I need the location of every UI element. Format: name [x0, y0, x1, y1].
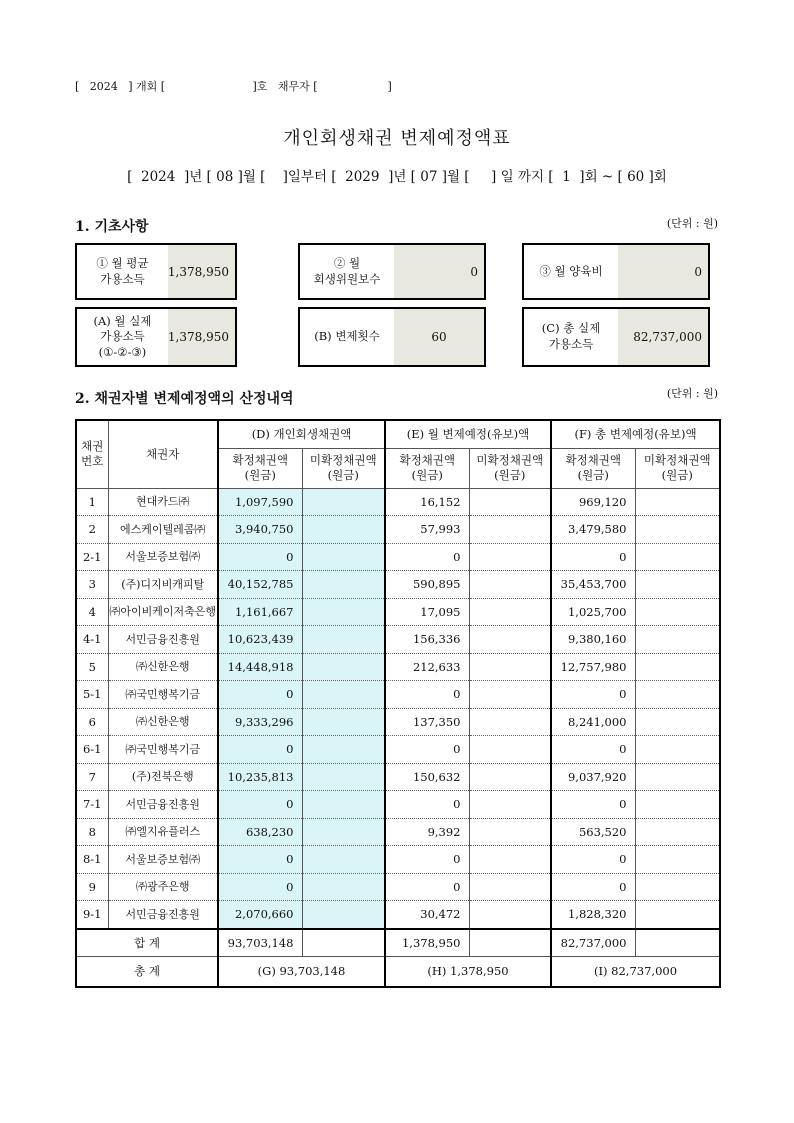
row-creditor: 서민금융진흥원 [108, 901, 218, 929]
row-d-unconfirmed [302, 571, 385, 599]
row-d-confirmed: 9,333,296 [218, 708, 302, 736]
section1-unit: (단위 : 원) [666, 217, 718, 230]
row-d-unconfirmed [302, 516, 385, 544]
payments-count-label: (B) 변제횟수 [300, 309, 394, 365]
row-f-unconfirmed [635, 543, 720, 571]
row-d-confirmed: 10,623,439 [218, 626, 302, 654]
row-e-confirmed: 0 [385, 543, 469, 571]
row-no: 8 [76, 818, 108, 846]
row-f-confirmed: 9,380,160 [551, 626, 635, 654]
total-h: (H) 1,378,950 [385, 956, 551, 987]
table-row [76, 763, 720, 791]
row-f-unconfirmed [635, 598, 720, 626]
child-support-box [522, 243, 710, 300]
repayment-table [75, 419, 721, 988]
table-row [76, 516, 720, 544]
row-creditor: 서울보증보험㈜ [108, 846, 218, 874]
monthly-actual-income-label: (A) 월 실제 가용소득 (①-②-③) [77, 309, 168, 365]
payments-count-box [298, 307, 486, 367]
row-no: 5-1 [76, 681, 108, 709]
row-creditor: 현대카드㈜ [108, 488, 218, 516]
row-f-unconfirmed [635, 626, 720, 654]
row-f-confirmed: 0 [551, 791, 635, 819]
sum-d-confirmed: 93,703,148 [218, 929, 302, 957]
row-d-unconfirmed [302, 626, 385, 654]
row-e-unconfirmed [469, 681, 551, 709]
table-row [76, 626, 720, 654]
row-e-unconfirmed [469, 488, 551, 516]
section2-unit: (단위 : 원) [666, 387, 718, 400]
row-e-confirmed: 0 [385, 873, 469, 901]
row-f-confirmed: 12,757,980 [551, 653, 635, 681]
row-e-confirmed: 9,392 [385, 818, 469, 846]
payments-count-value: 60 [394, 309, 484, 365]
page-title: 개인회생채권 변제예정액표 [283, 128, 511, 149]
row-no: 7 [76, 763, 108, 791]
table-row [76, 543, 720, 571]
total-actual-income-label: (C) 총 실제 가용소득 [524, 309, 618, 365]
row-d-unconfirmed [302, 543, 385, 571]
row-d-unconfirmed [302, 488, 385, 516]
sum-d-unconfirmed [302, 929, 385, 957]
row-creditor: ㈜아이비케이저축은행 [108, 598, 218, 626]
row-f-unconfirmed [635, 846, 720, 874]
header-e: (E) 월 변제예정(유보)액 [385, 420, 551, 448]
row-d-unconfirmed [302, 901, 385, 929]
row-no: 6 [76, 708, 108, 736]
row-f-confirmed: 3,479,580 [551, 516, 635, 544]
row-f-confirmed: 35,453,700 [551, 571, 635, 599]
total-i: (I) 82,737,000 [551, 956, 720, 987]
table-row [76, 681, 720, 709]
table-row [76, 571, 720, 599]
header-f: (F) 총 변제예정(유보)액 [551, 420, 720, 448]
table-row [76, 873, 720, 901]
row-e-confirmed: 137,350 [385, 708, 469, 736]
row-e-confirmed: 156,336 [385, 626, 469, 654]
repayment-period: [ 2024 ]년 [ 08 ]월 [ ]일부터 [ 2029 ]년 [ 07 ]월 [ ] 일 까지 [ 1 ]회 ~ [ 60 ]회 [127, 169, 667, 185]
row-d-unconfirmed [302, 598, 385, 626]
header-d: (D) 개인회생채권액 [218, 420, 385, 448]
row-d-confirmed: 1,097,590 [218, 488, 302, 516]
child-support-label: ③ 월 양육비 [524, 245, 618, 298]
monthly-actual-income-value: 1,378,950 [168, 309, 235, 365]
header-d-unconfirmed: 미확정채권액 (원금) [302, 448, 385, 488]
row-e-confirmed: 212,633 [385, 653, 469, 681]
sum-f-unconfirmed [635, 929, 720, 957]
row-d-unconfirmed [302, 846, 385, 874]
header-d-confirmed: 확정채권액 (원금) [218, 448, 302, 488]
row-f-unconfirmed [635, 708, 720, 736]
row-f-confirmed: 0 [551, 846, 635, 874]
row-e-confirmed: 30,472 [385, 901, 469, 929]
row-f-unconfirmed [635, 516, 720, 544]
row-no: 4 [76, 598, 108, 626]
row-e-unconfirmed [469, 818, 551, 846]
monthly-actual-income-box [75, 307, 237, 367]
row-f-unconfirmed [635, 901, 720, 929]
row-f-confirmed: 969,120 [551, 488, 635, 516]
header-e-unconfirmed: 미확정채권액 (원금) [469, 448, 551, 488]
child-support-value: 0 [618, 245, 708, 298]
table-row [76, 791, 720, 819]
row-e-unconfirmed [469, 763, 551, 791]
row-e-confirmed: 150,632 [385, 763, 469, 791]
row-creditor: ㈜광주은행 [108, 873, 218, 901]
total-actual-income-value: 82,737,000 [618, 309, 708, 365]
row-f-unconfirmed [635, 818, 720, 846]
total-label: 총 계 [76, 956, 218, 987]
row-creditor: ㈜국민행복기금 [108, 681, 218, 709]
row-e-confirmed: 0 [385, 791, 469, 819]
row-e-unconfirmed [469, 708, 551, 736]
table-row [76, 736, 720, 764]
row-creditor: (주)전북은행 [108, 763, 218, 791]
row-f-confirmed: 8,241,000 [551, 708, 635, 736]
row-creditor: ㈜엘지유플러스 [108, 818, 218, 846]
sum-e-unconfirmed [469, 929, 551, 957]
commissioner-fee-value: 0 [394, 245, 484, 298]
row-e-confirmed: 57,993 [385, 516, 469, 544]
row-e-unconfirmed [469, 901, 551, 929]
row-d-confirmed: 0 [218, 736, 302, 764]
row-e-confirmed: 0 [385, 736, 469, 764]
monthly-avg-income-box [75, 243, 237, 300]
case-header-line: [ 2024 ] 개회 [ ]호 채무자 [ ] [75, 80, 392, 93]
table-row [76, 708, 720, 736]
row-e-unconfirmed [469, 543, 551, 571]
row-f-unconfirmed [635, 571, 720, 599]
row-d-confirmed: 2,070,660 [218, 901, 302, 929]
row-d-unconfirmed [302, 708, 385, 736]
row-d-unconfirmed [302, 818, 385, 846]
row-no: 9 [76, 873, 108, 901]
table-row [76, 901, 720, 929]
row-d-unconfirmed [302, 653, 385, 681]
row-f-confirmed: 1,828,320 [551, 901, 635, 929]
row-creditor: 서민금융진흥원 [108, 626, 218, 654]
row-e-unconfirmed [469, 791, 551, 819]
row-d-unconfirmed [302, 873, 385, 901]
row-no: 2 [76, 516, 108, 544]
row-d-unconfirmed [302, 763, 385, 791]
table-row [76, 598, 720, 626]
row-creditor: 에스케이텔레콤㈜ [108, 516, 218, 544]
row-e-unconfirmed [469, 598, 551, 626]
row-e-confirmed: 16,152 [385, 488, 469, 516]
total-g: (G) 93,703,148 [218, 956, 385, 987]
sum-f-confirmed: 82,737,000 [551, 929, 635, 957]
total-actual-income-box [522, 307, 710, 367]
section1-heading: 1. 기초사항 [75, 219, 149, 235]
row-e-confirmed: 0 [385, 681, 469, 709]
row-f-unconfirmed [635, 791, 720, 819]
row-f-unconfirmed [635, 653, 720, 681]
header-e-confirmed: 확정채권액 (원금) [385, 448, 469, 488]
table-row [76, 818, 720, 846]
row-no: 3 [76, 571, 108, 599]
section2-heading: 2. 채권자별 변제예정액의 산정내역 [75, 391, 294, 407]
row-d-unconfirmed [302, 736, 385, 764]
row-e-unconfirmed [469, 653, 551, 681]
row-f-confirmed: 0 [551, 681, 635, 709]
row-d-confirmed: 0 [218, 873, 302, 901]
row-f-confirmed: 0 [551, 543, 635, 571]
sum-label: 합 계 [76, 929, 218, 957]
row-no: 2-1 [76, 543, 108, 571]
row-creditor: 서민금융진흥원 [108, 791, 218, 819]
row-f-confirmed: 1,025,700 [551, 598, 635, 626]
row-f-unconfirmed [635, 736, 720, 764]
row-d-confirmed: 0 [218, 681, 302, 709]
commissioner-fee-box [298, 243, 486, 300]
commissioner-fee-label: ② 월 회생위원보수 [300, 245, 394, 298]
row-e-unconfirmed [469, 736, 551, 764]
row-creditor: 서울보증보험㈜ [108, 543, 218, 571]
row-f-confirmed: 563,520 [551, 818, 635, 846]
sum-row [76, 929, 720, 957]
monthly-avg-income-value: 1,378,950 [168, 245, 235, 298]
row-no: 6-1 [76, 736, 108, 764]
row-no: 1 [76, 488, 108, 516]
row-f-unconfirmed [635, 681, 720, 709]
header-creditor: 채권자 [108, 420, 218, 488]
row-creditor: ㈜신한은행 [108, 708, 218, 736]
table-row [76, 488, 720, 516]
row-e-unconfirmed [469, 626, 551, 654]
row-creditor: (주)디지비캐피탈 [108, 571, 218, 599]
row-creditor: ㈜신한은행 [108, 653, 218, 681]
row-d-confirmed: 638,230 [218, 818, 302, 846]
table-row [76, 653, 720, 681]
row-d-confirmed: 1,161,667 [218, 598, 302, 626]
total-row [76, 956, 720, 987]
row-e-unconfirmed [469, 571, 551, 599]
row-f-unconfirmed [635, 763, 720, 791]
row-d-confirmed: 40,152,785 [218, 571, 302, 599]
row-d-confirmed: 10,235,813 [218, 763, 302, 791]
row-no: 5 [76, 653, 108, 681]
row-f-confirmed: 9,037,920 [551, 763, 635, 791]
row-d-confirmed: 0 [218, 791, 302, 819]
monthly-avg-income-label: ① 월 평균 가용소득 [77, 245, 168, 298]
header-f-unconfirmed: 미확정채권액 (원금) [635, 448, 720, 488]
row-d-unconfirmed [302, 681, 385, 709]
row-no: 9-1 [76, 901, 108, 929]
sum-e-confirmed: 1,378,950 [385, 929, 469, 957]
table-row [76, 846, 720, 874]
row-d-confirmed: 0 [218, 846, 302, 874]
row-f-confirmed: 0 [551, 873, 635, 901]
row-e-unconfirmed [469, 846, 551, 874]
row-e-unconfirmed [469, 873, 551, 901]
row-d-confirmed: 3,940,750 [218, 516, 302, 544]
row-e-unconfirmed [469, 516, 551, 544]
row-f-unconfirmed [635, 873, 720, 901]
row-no: 4-1 [76, 626, 108, 654]
row-no: 7-1 [76, 791, 108, 819]
header-no: 채권 번호 [76, 420, 108, 488]
row-f-confirmed: 0 [551, 736, 635, 764]
row-creditor: ㈜국민행복기금 [108, 736, 218, 764]
row-f-unconfirmed [635, 488, 720, 516]
header-f-confirmed: 확정채권액 (원금) [551, 448, 635, 488]
row-d-confirmed: 14,448,918 [218, 653, 302, 681]
row-e-confirmed: 590,895 [385, 571, 469, 599]
row-e-confirmed: 17,095 [385, 598, 469, 626]
row-d-unconfirmed [302, 791, 385, 819]
row-e-confirmed: 0 [385, 846, 469, 874]
row-no: 8-1 [76, 846, 108, 874]
row-d-confirmed: 0 [218, 543, 302, 571]
